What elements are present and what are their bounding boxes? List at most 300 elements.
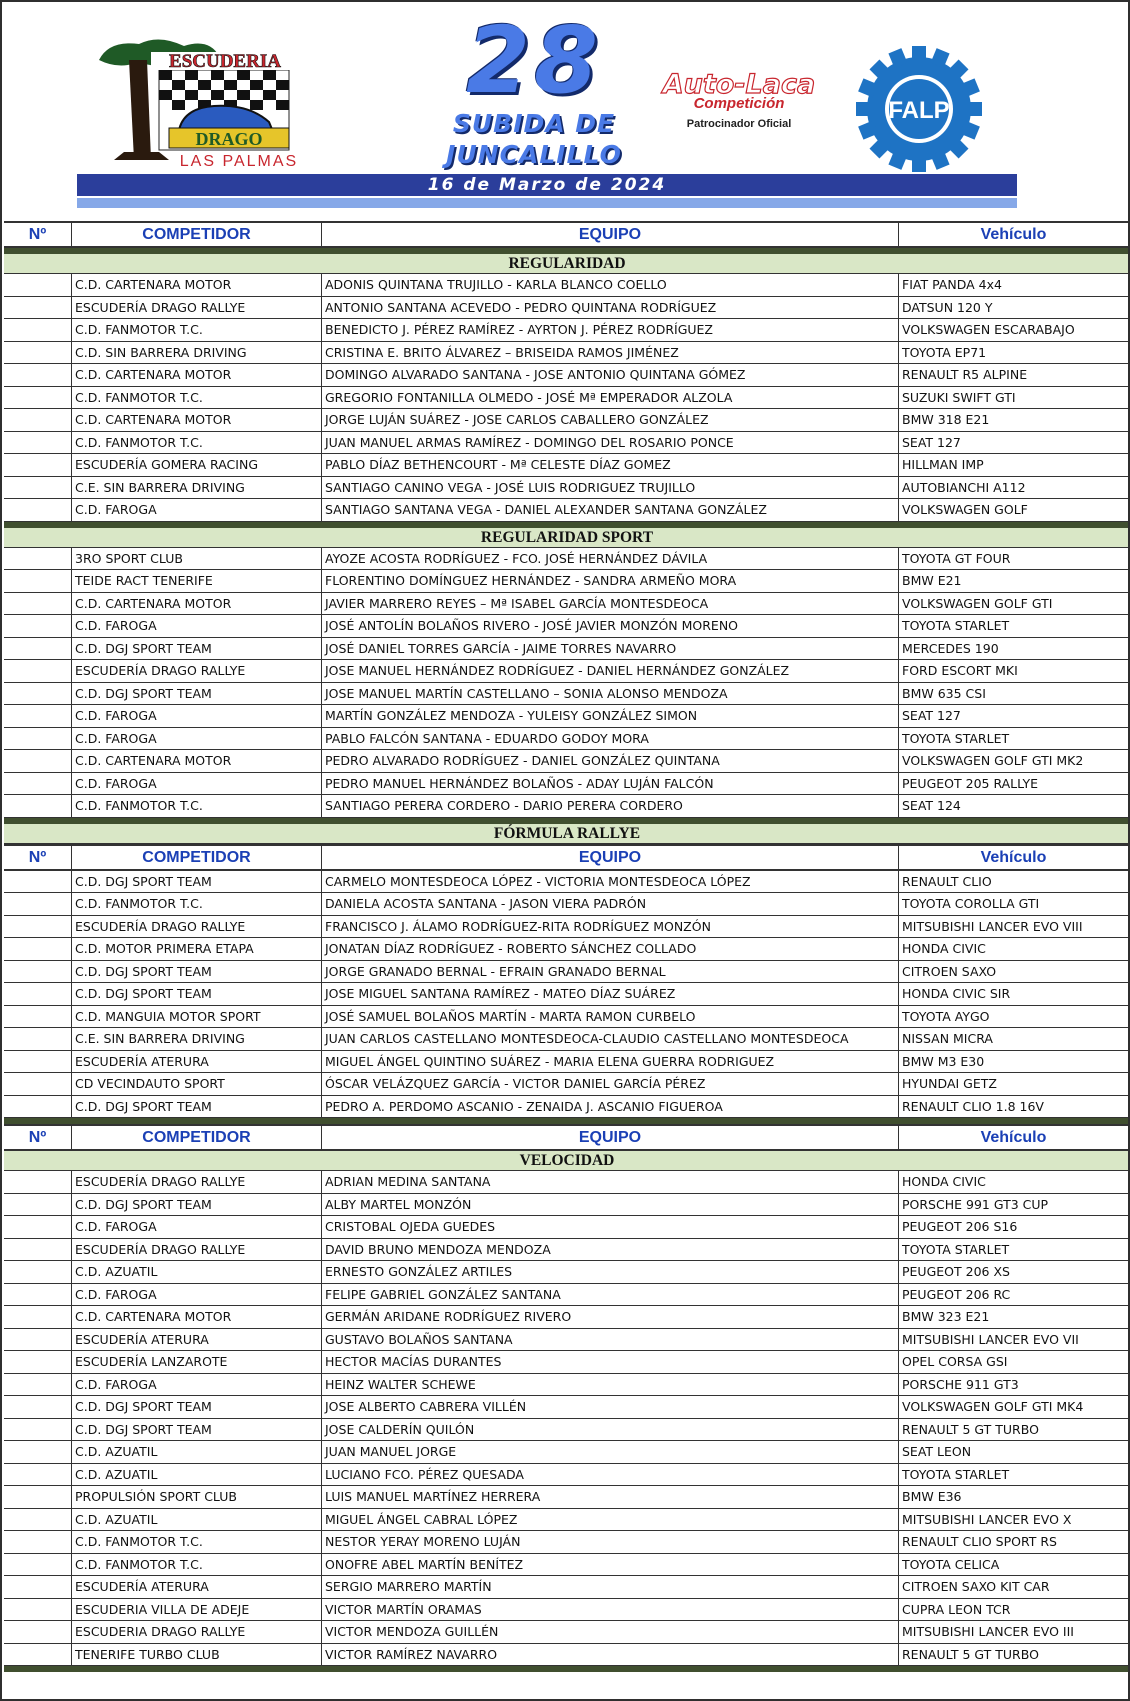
event-title-line1: SUBIDA DE [452,109,616,138]
team-cell: GERMÁN ARIDANE RODRÍGUEZ RIVERO [322,1306,899,1328]
competitor-cell: C.D. DGJ SPORT TEAM [72,961,322,983]
entry-number [4,570,72,592]
team-cell: FELIPE GABRIEL GONZÁLEZ SANTANA [322,1284,899,1306]
table-row [4,274,1130,297]
entry-number [4,1396,72,1418]
entry-number [4,364,72,386]
competitor-cell: TEIDE RACT TENERIFE [72,570,322,592]
entry-number [4,1306,72,1328]
table-row [4,409,1130,432]
table-row [4,1073,1130,1096]
entry-number [4,297,72,319]
section-title-regularidad: REGULARIDAD [4,254,1130,274]
team-cell: LUCIANO FCO. PÉREZ QUESADA [322,1464,899,1486]
table-row [4,871,1130,894]
entry-number [4,454,72,476]
team-cell: JAVIER MARRERO REYES – Mª ISABEL GARCÍA MONTESDEOCA [322,593,899,615]
table-row [4,1644,1130,1667]
vehicle-cell: DATSUN 120 Y [902,299,993,315]
team-cell: JOSE ALBERTO CABRERA VILLÉN [322,1396,899,1418]
column-header-row-3 [4,1124,1130,1151]
vehicle-cell: VOLKSWAGEN ESCARABAJO [902,322,1075,337]
column-header-no: Nº [4,1126,72,1149]
column-header-team: EQUIPO [322,1126,899,1149]
team-cell: PEDRO A. PERDOMO ASCANIO - ZENAIDA J. ASCANIO FIGUEROA [322,1096,899,1118]
competitor-cell: TENERIFE TURBO CLUB [72,1644,322,1666]
table-row [4,1028,1130,1051]
team-cell: MIGUEL ÁNGEL QUINTINO SUÁREZ - MARIA ELENA GUERRA RODRIGUEZ [322,1051,899,1073]
team-cell: PEDRO MANUEL HERNÁNDEZ BOLAÑOS - ADAY LUJÁN FALCÓN [322,773,899,795]
date-stripe [77,198,1017,208]
entry-number [4,1051,72,1073]
competitor-cell: C.D. AZUATIL [72,1261,322,1283]
vehicle-cell: SUZUKI SWIFT GTI [902,389,1016,405]
logo-text-drago: DRAGO [195,129,263,149]
vehicle-cell: RENAULT CLIO 1.8 16V [902,1098,1044,1114]
competitor-cell: C.D. SIN BARRERA DRIVING [72,342,322,364]
competitor-cell: ESCUDERÍA ATERURA [72,1576,322,1598]
table-row [4,499,1130,522]
entry-number [4,387,72,409]
vehicle-cell: CITROEN SAXO KIT CAR [902,1579,1050,1594]
table-row [4,364,1130,387]
team-cell: JORGE LUJÁN SUÁREZ - JOSE CARLOS CABALLERO GONZÁLEZ [322,409,899,431]
section-title-regularidad-sport: REGULARIDAD SPORT [4,528,1130,548]
competitor-cell: ESCUDERÍA GOMERA RACING [72,454,322,476]
event-number: 28 [465,7,603,114]
competitor-cell: ESCUDERÍA DRAGO RALLYE [72,916,322,938]
column-header-competitor: COMPETIDOR [72,223,322,246]
vehicle-cell: RENAULT 5 GT TURBO [902,1646,1039,1662]
entry-number [4,893,72,915]
team-cell: ALBY MARTEL MONZÓN [322,1194,899,1216]
team-cell: MARTÍN GONZÁLEZ MENDOZA - YULEISY GONZÁLEZ SIMON [322,705,899,727]
team-cell: DOMINGO ALVARADO SANTANA - JOSE ANTONIO QUINTANA GÓMEZ [322,364,899,386]
team-cell: VICTOR MARTÍN ORAMAS [322,1599,899,1621]
vehicle-cell: BMW E21 [902,573,962,588]
competitor-cell: C.D. FAROGA [72,1374,322,1396]
table-row [4,319,1130,342]
competitor-cell: C.D. CARTENARA MOTOR [72,409,322,431]
table-row [4,1239,1130,1262]
entry-number [4,773,72,795]
team-cell: DAVID BRUNO MENDOZA MENDOZA [322,1239,899,1261]
entries-table [4,221,1130,1672]
table-row [4,916,1130,939]
competitor-cell: ESCUDERÍA ATERURA [72,1051,322,1073]
entry-number [4,432,72,454]
entry-number [4,871,72,893]
vehicle-cell: PORSCHE 911 GT3 [902,1376,1019,1392]
vehicle-cell: TOYOTA EP71 [902,344,987,360]
escuderia-drago-logo [89,30,319,170]
table-row [4,660,1130,683]
vehicle-cell: TOYOTA CELICA [902,1556,1000,1572]
table-row [4,432,1130,455]
team-cell: JORGE GRANADO BERNAL - EFRAIN GRANADO BERNAL [322,961,899,983]
table-row [4,1006,1130,1029]
competitor-cell: C.D. DGJ SPORT TEAM [72,1096,322,1118]
team-cell: GUSTAVO BOLAÑOS SANTANA [322,1329,899,1351]
federation-logo-text: FALP [888,97,950,124]
competitor-cell: C.D. CARTENARA MOTOR [72,750,322,772]
table-row [4,893,1130,916]
vehicle-cell: MITSUBISHI LANCER EVO III [902,1624,1074,1639]
vehicle-cell: VOLKSWAGEN GOLF [902,502,1028,517]
vehicle-cell: PEUGEOT 206 XS [902,1264,1010,1279]
team-cell: JOSE MANUEL HERNÁNDEZ RODRÍGUEZ - DANIEL HERNÁNDEZ GONZÁLEZ [322,660,899,682]
entry-number [4,274,72,296]
vehicle-cell: HONDA CIVIC [902,941,986,956]
vehicle-cell: SEAT LEON [902,1444,972,1459]
table-row [4,1419,1130,1442]
competitor-cell: C.D. AZUATIL [72,1464,322,1486]
competitor-cell: C.D. DGJ SPORT TEAM [72,638,322,660]
table-row [4,1576,1130,1599]
competitor-cell: ESCUDERIA DRAGO RALLYE [72,1621,322,1643]
competitor-cell: C.D. FAROGA [72,728,322,750]
table-row [4,1441,1130,1464]
competitor-cell: C.D. FANMOTOR T.C. [72,1531,322,1553]
table-row [4,1096,1130,1119]
competitor-cell: ESCUDERÍA LANZAROTE [72,1351,322,1373]
competitor-cell: C.D. DGJ SPORT TEAM [72,1194,322,1216]
vehicle-cell: TOYOTA STARLET [902,730,1010,746]
column-header-row-2 [4,844,1130,871]
entry-number [4,983,72,1005]
competitor-cell: CD VECINDAUTO SPORT [72,1073,322,1095]
team-cell: SANTIAGO SANTANA VEGA - DANIEL ALEXANDER SANTANA GONZÁLEZ [322,499,899,521]
column-header-competitor: COMPETIDOR [72,1126,322,1149]
competitor-cell: C.E. SIN BARRERA DRIVING [72,1028,322,1050]
entry-number [4,1554,72,1576]
vehicle-cell: NISSAN MICRA [902,1031,993,1046]
entry-number [4,548,72,570]
competitor-cell: C.D. FAROGA [72,1216,322,1238]
team-cell: BENEDICTO J. PÉREZ RAMÍREZ - AYRTON J. PÉREZ RODRÍGUEZ [322,319,899,341]
column-header-no: Nº [4,846,72,869]
team-cell: CRISTOBAL OJEDA GUEDES [322,1216,899,1238]
team-cell: FLORENTINO DOMÍNGUEZ HERNÁNDEZ - SANDRA ARMEÑO MORA [322,570,899,592]
team-cell: VICTOR RAMÍREZ NAVARRO [322,1644,899,1666]
entry-number [4,750,72,772]
vehicle-cell: RENAULT CLIO SPORT RS [902,1534,1057,1549]
team-cell: ÓSCAR VELÁZQUEZ GARCÍA - VICTOR DANIEL GARCÍA PÉREZ [322,1073,899,1095]
vehicle-cell: TOYOTA AYGO [902,1008,990,1024]
competitor-cell: C.D. CARTENARA MOTOR [72,364,322,386]
team-cell: PEDRO ALVARADO RODRÍGUEZ - DANIEL GONZÁLEZ QUINTANA [322,750,899,772]
competitor-cell: C.D. DGJ SPORT TEAM [72,871,322,893]
competitor-cell: PROPULSIÓN SPORT CLUB [72,1486,322,1508]
competitor-cell: C.D. DGJ SPORT TEAM [72,683,322,705]
team-cell: PABLO FALCÓN SANTANA - EDUARDO GODOY MORA [322,728,899,750]
competitor-cell: C.D. FAROGA [72,499,322,521]
vehicle-cell: MITSUBISHI LANCER EVO VII [902,1331,1079,1347]
table-row [4,1554,1130,1577]
table-row [4,750,1130,773]
vehicle-cell: SEAT 127 [902,434,961,450]
entry-number [4,1239,72,1261]
entry-number [4,1509,72,1531]
logo-text-escuderia: ESCUDERIA [169,51,281,72]
vehicle-cell: TOYOTA STARLET [902,1241,1010,1257]
vehicle-cell: BMW 318 E21 [902,412,990,427]
table-row [4,1486,1130,1509]
team-cell: SANTIAGO CANINO VEGA - JOSÉ LUIS RODRIGUEZ TRUJILLO [322,477,899,499]
column-header-team: EQUIPO [322,223,899,246]
entry-number [4,1171,72,1193]
team-cell: VICTOR MENDOZA GUILLÉN [322,1621,899,1643]
vehicle-cell: BMW E36 [902,1489,962,1504]
vehicle-cell: PORSCHE 991 GT3 CUP [902,1196,1049,1212]
vehicle-cell: RENAULT R5 ALPINE [902,367,1028,382]
team-cell: NESTOR YERAY MORENO LUJÁN [322,1531,899,1553]
table-row [4,1329,1130,1352]
entry-number [4,1486,72,1508]
entry-number [4,961,72,983]
entry-number [4,409,72,431]
table-row [4,548,1130,571]
team-cell: JOSE MANUEL MARTÍN CASTELLANO – SONIA ALONSO MENDOZA [322,683,899,705]
entry-number [4,1096,72,1118]
vehicle-cell: SEAT 127 [902,708,961,723]
column-header-team: EQUIPO [322,846,899,869]
section-separator [4,1666,1130,1672]
sponsor-tagline: Patrocinador Oficial [686,118,792,130]
competitor-cell: C.D. FAROGA [72,705,322,727]
section-title-velocidad: VELOCIDAD [4,1151,1130,1171]
vehicle-cell: HONDA CIVIC [902,1174,986,1189]
column-header-vehicle: Vehículo [980,226,1047,243]
team-cell: HECTOR MACÍAS DURANTES [322,1351,899,1373]
team-cell: FRANCISCO J. ÁLAMO RODRÍGUEZ-RITA RODRÍGUEZ MONZÓN [322,916,899,938]
team-cell: ADRIAN MEDINA SANTANA [322,1171,899,1193]
team-cell: LUIS MANUEL MARTÍNEZ HERRERA [322,1486,899,1508]
entry-number [4,1073,72,1095]
team-cell: CRISTINA E. BRITO ÁLVAREZ – BRISEIDA RAMOS JIMÉNEZ [322,342,899,364]
entry-number [4,499,72,521]
table-row [4,477,1130,500]
table-row [4,1396,1130,1419]
table-row [4,705,1130,728]
vehicle-cell: MERCEDES 190 [902,640,999,656]
table-row [4,1531,1130,1554]
table-row [4,1374,1130,1397]
competitor-cell: C.D. AZUATIL [72,1441,322,1463]
entry-number [4,728,72,750]
team-cell: SERGIO MARRERO MARTÍN [322,1576,899,1598]
vehicle-cell: BMW M3 E30 [902,1053,985,1069]
competitor-cell: C.D. MANGUIA MOTOR SPORT [72,1006,322,1028]
table-row [4,795,1130,818]
competitor-cell: 3RO SPORT CLUB [72,548,322,570]
entry-number [4,1599,72,1621]
team-cell: JUAN MANUEL ARMAS RAMÍREZ - DOMINGO DEL ROSARIO PONCE [322,432,899,454]
table-row [4,1194,1130,1217]
entry-number [4,593,72,615]
entry-number [4,477,72,499]
table-row [4,593,1130,616]
table-row [4,1464,1130,1487]
entry-number [4,638,72,660]
vehicle-cell: TOYOTA COROLLA GTI [902,896,1040,911]
vehicle-cell: RENAULT CLIO [902,873,992,889]
vehicle-cell: HONDA CIVIC SIR [902,986,1011,1001]
vehicle-cell: PEUGEOT 206 RC [902,1286,1011,1302]
competitor-cell: C.D. FANMOTOR T.C. [72,795,322,817]
team-cell: JOSE MIGUEL SANTANA RAMÍREZ - MATEO DÍAZ SUÁREZ [322,983,899,1005]
vehicle-cell: SEAT 124 [902,798,961,813]
team-cell: JOSÉ DANIEL TORRES GARCÍA - JAIME TORRES NAVARRO [322,638,899,660]
table-row [4,1051,1130,1074]
team-cell: AYOZE ACOSTA RODRÍGUEZ - FCO. JOSÉ HERNÁNDEZ DÁVILA [322,548,899,570]
vehicle-cell: HYUNDAI GETZ [902,1076,997,1091]
competitor-cell: ESCUDERÍA ATERURA [72,1329,322,1351]
entry-number [4,319,72,341]
competitor-cell: C.D. FANMOTOR T.C. [72,387,322,409]
table-row [4,1216,1130,1239]
vehicle-cell: VOLKSWAGEN GOLF GTI MK2 [902,753,1084,768]
competitor-cell: C.D. DGJ SPORT TEAM [72,1396,322,1418]
team-cell: ADONIS QUINTANA TRUJILLO - KARLA BLANCO COELLO [322,274,899,296]
team-cell: DANIELA ACOSTA SANTANA - JASON VIERA PADRÓN [322,893,899,915]
table-row [4,1621,1130,1644]
event-title-line2: JUNCALILLO [446,140,622,169]
competitor-cell: C.D. CARTENARA MOTOR [72,274,322,296]
team-cell: SANTIAGO PERERA CORDERO - DARIO PERERA CORDERO [322,795,899,817]
table-row [4,387,1130,410]
column-header-vehicle: Vehículo [980,1129,1047,1146]
vehicle-cell: FIAT PANDA 4x4 [902,277,1002,292]
table-row [4,728,1130,751]
entry-number [4,916,72,938]
entry-number [4,1374,72,1396]
table-row [4,683,1130,706]
table-row [4,454,1130,477]
section-title-formula-rallye: FÓRMULA RALLYE [4,824,1130,844]
team-cell: MIGUEL ÁNGEL CABRAL LÓPEZ [322,1509,899,1531]
team-cell: HEINZ WALTER SCHEWE [322,1374,899,1396]
competitor-cell: C.D. FAROGA [72,1284,322,1306]
column-header-row [4,221,1130,248]
entry-number [4,1351,72,1373]
entry-number [4,660,72,682]
competitor-cell: C.D. MOTOR PRIMERA ETAPA [72,938,322,960]
entry-number [4,1329,72,1351]
vehicle-cell: FORD ESCORT MKI [902,663,1018,678]
vehicle-cell: TOYOTA STARLET [902,618,1010,633]
table-row [4,1599,1130,1622]
competitor-cell: C.D. FANMOTOR T.C. [72,432,322,454]
team-cell: JOSE CALDERÍN QUILÓN [322,1419,899,1441]
team-cell: GREGORIO FONTANILLA OLMEDO - JOSÉ Mª EMPERADOR ALZOLA [322,387,899,409]
table-row [4,961,1130,984]
team-cell: JOSÉ SAMUEL BOLAÑOS MARTÍN - MARTA RAMON CURBELO [322,1006,899,1028]
entry-number [4,1419,72,1441]
vehicle-cell: TOYOTA STARLET [902,1466,1010,1482]
vehicle-cell: BMW 635 CSI [902,685,986,701]
entry-number [4,1576,72,1598]
entry-number [4,1531,72,1553]
sponsor-logo [634,70,844,140]
table-row [4,342,1130,365]
table-row [4,570,1130,593]
competitor-cell: C.D. FANMOTOR T.C. [72,1554,322,1576]
entry-number [4,1216,72,1238]
entry-number [4,342,72,364]
vehicle-cell: HILLMAN IMP [902,457,984,472]
vehicle-cell: BMW 323 E21 [902,1309,990,1324]
entry-number [4,1261,72,1283]
entry-number [4,1464,72,1486]
vehicle-cell: VOLKSWAGEN GOLF GTI [902,595,1053,611]
team-cell: JUAN CARLOS CASTELLANO MONTESDEOCA-CLAUDIO CASTELLANO MONTESDEOCA [322,1028,899,1050]
table-row [4,983,1130,1006]
event-date: 16 de Marzo de 2024 [77,174,1017,196]
entry-number [4,705,72,727]
team-cell: JUAN MANUEL JORGE [322,1441,899,1463]
column-header-vehicle: Vehículo [980,848,1047,866]
competitor-cell: ESCUDERÍA DRAGO RALLYE [72,1171,322,1193]
competitor-cell: ESCUDERÍA DRAGO RALLYE [72,660,322,682]
vehicle-cell: OPEL CORSA GSI [902,1354,1008,1369]
team-cell: PABLO DÍAZ BETHENCOURT - Mª CELESTE DÍAZ GOMEZ [322,454,899,476]
sponsor-subtitle: Competición [693,95,785,112]
column-header-no: Nº [4,223,72,246]
entry-number [4,1028,72,1050]
entry-number [4,938,72,960]
team-cell: ERNESTO GONZÁLEZ ARTILES [322,1261,899,1283]
vehicle-cell: PEUGEOT 206 S16 [902,1219,1018,1234]
vehicle-cell: VOLKSWAGEN GOLF GTI MK4 [902,1399,1084,1414]
table-row [4,773,1130,796]
table-row [4,297,1130,320]
entry-number [4,1621,72,1643]
team-cell: ONOFRE ABEL MARTÍN BENÍTEZ [322,1554,899,1576]
competitor-cell: ESCUDERIA VILLA DE ADEJE [72,1599,322,1621]
team-cell: ANTONIO SANTANA ACEVEDO - PEDRO QUINTANA RODRÍGUEZ [322,297,899,319]
competitor-cell: C.D. DGJ SPORT TEAM [72,1419,322,1441]
federation-gear-logo [854,44,984,174]
vehicle-cell: TOYOTA GT FOUR [902,550,1011,566]
vehicle-cell: CITROEN SAXO [902,963,997,979]
table-row [4,1509,1130,1532]
competitor-cell: C.E. SIN BARRERA DRIVING [72,477,322,499]
competitor-cell: ESCUDERÍA DRAGO RALLYE [72,1239,322,1261]
team-cell: CARMELO MONTESDEOCA LÓPEZ - VICTORIA MONTESDEOCA LÓPEZ [322,871,899,893]
vehicle-cell: PEUGEOT 205 RALLYE [902,775,1038,791]
vehicle-cell: RENAULT 5 GT TURBO [902,1421,1039,1437]
competitor-cell: ESCUDERÍA DRAGO RALLYE [72,297,322,319]
competitor-cell: C.D. CARTENARA MOTOR [72,593,322,615]
team-cell: JONATAN DÍAZ RODRÍGUEZ - ROBERTO SÁNCHEZ COLLADO [322,938,899,960]
table-row [4,615,1130,638]
entry-number [4,1006,72,1028]
table-row [4,1284,1130,1307]
entry-number [4,615,72,637]
table-row [4,1351,1130,1374]
team-cell: JOSÉ ANTOLÍN BOLAÑOS RIVERO - JOSÉ JAVIER MONZÓN MORENO [322,615,899,637]
sponsor-name: Auto-Laca [662,69,816,100]
entry-number [4,1194,72,1216]
competitor-cell: C.D. AZUATIL [72,1509,322,1531]
entry-number [4,1284,72,1306]
competitor-cell: C.D. FAROGA [72,773,322,795]
competitor-cell: C.D. FAROGA [72,615,322,637]
table-row [4,1261,1130,1284]
logo-text-las-palmas: LAS PALMAS [179,153,299,170]
column-header-competitor: COMPETIDOR [72,846,322,869]
